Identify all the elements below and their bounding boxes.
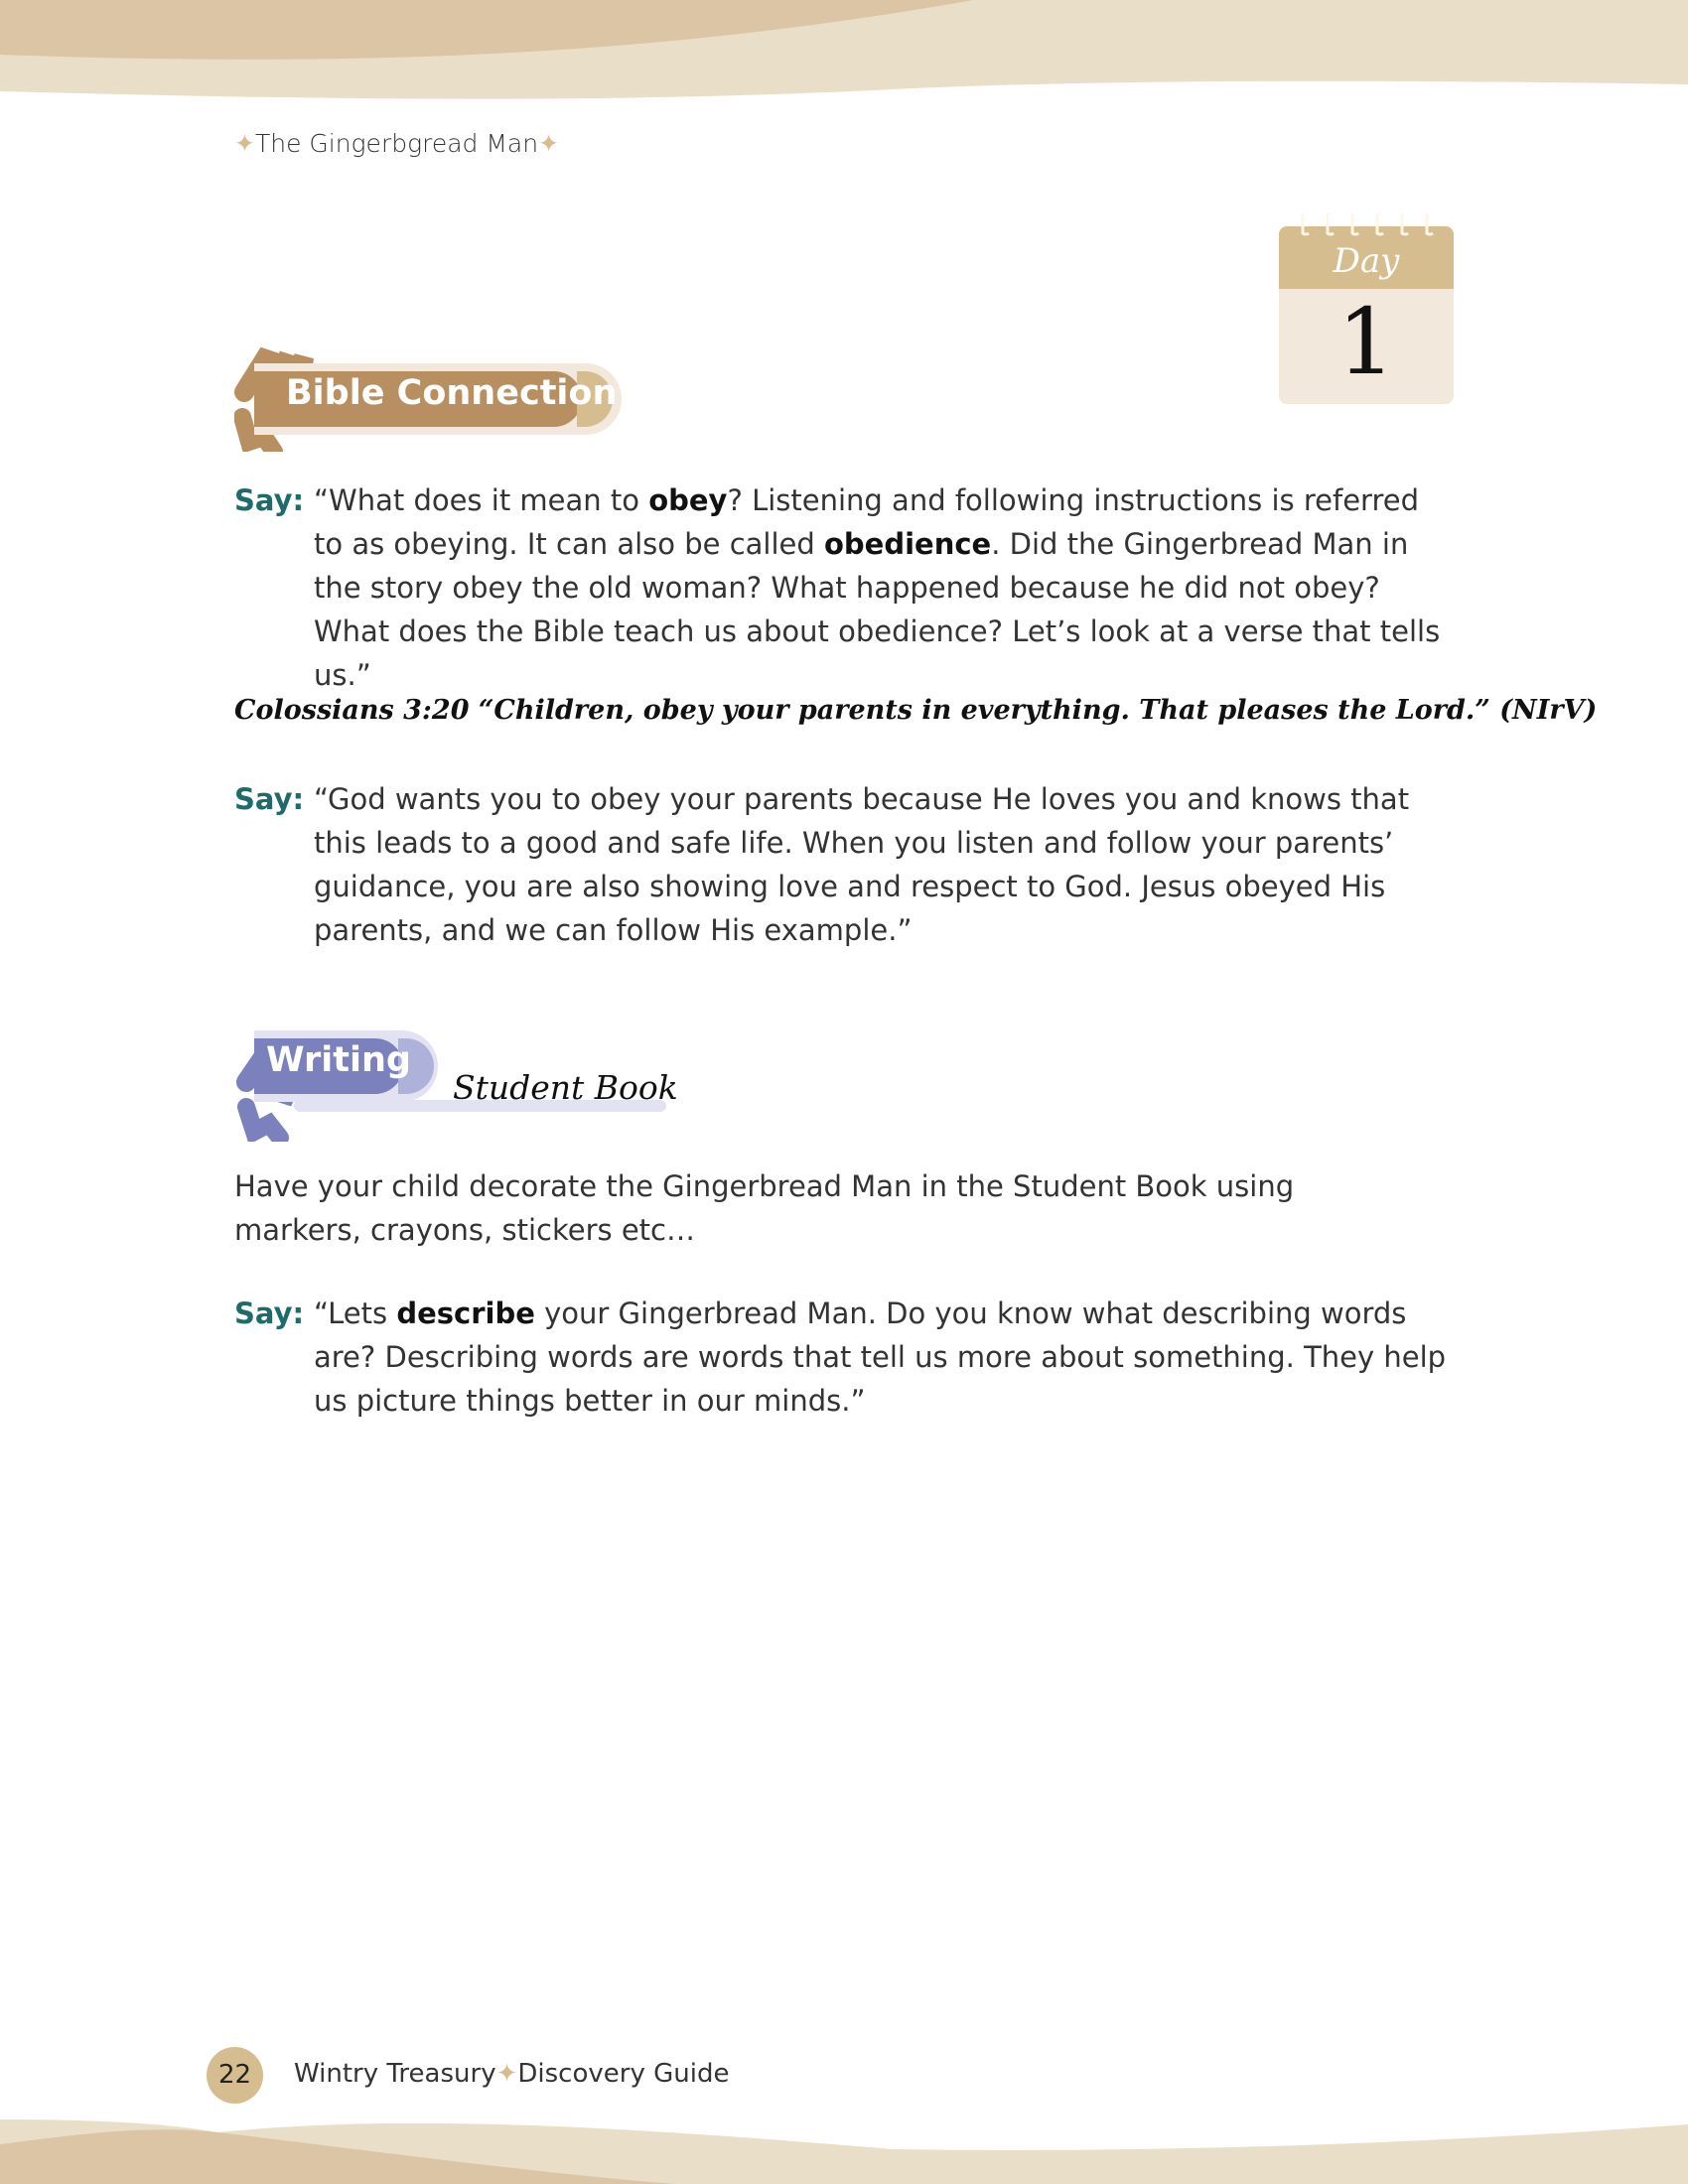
section-subtitle: Student Book — [453, 1068, 678, 1107]
say-paragraph-3: Say: “Lets describe your Gingerbread Man. Do you know what describing words are? Describing words are words that tell us more about something. They help us picture things better in our minds.” — [234, 1292, 1456, 1423]
say-paragraph-1: Say: “What does it mean to obey? Listening and following instructions is referred to as obeying. It can also be called obedience. Did the Gingerbread Man in the story obey the old woman? What happened because he did not obey? What does the Bible teach us about obedience? Let’s look at a verse that tells us.” — [234, 478, 1456, 697]
say-label: Say: — [234, 483, 305, 517]
sparkle-icon: ✦ — [495, 2059, 518, 2089]
section-title: Writing — [266, 1040, 411, 1080]
bible-verse: Colossians 3:20 “Children, obey your parents in everything. That pleases the Lord.” (NIrV) — [234, 695, 1598, 726]
day-calendar-badge — [1279, 211, 1454, 404]
day-label: Day — [1333, 241, 1400, 281]
sparkle-icon: ✦ — [538, 129, 560, 158]
page-number: 22 — [207, 2047, 263, 2104]
say-label: Say: — [234, 782, 305, 816]
bottom-wave-decoration — [0, 2095, 1688, 2184]
running-title-text: The Gingerbgread Man — [254, 129, 539, 158]
footer-title: Wintry Treasury✦Discovery Guide — [294, 2059, 730, 2089]
say-paragraph-2: Say: “God wants you to obey your parents because He loves you and knows that this leads to a good and safe life. When you listen and follow your parents’ guidance, you are also showing love and respect to God. Jesus obeyed His parents, and we can follow His example.” — [234, 777, 1456, 952]
top-wave-decoration — [0, 0, 1688, 109]
section-title: Bible Connection — [286, 373, 618, 413]
running-title — [234, 129, 559, 158]
say-label: Say: — [234, 1297, 305, 1330]
day-number: 1 — [1336, 289, 1396, 395]
bible-connection-heading — [234, 347, 622, 452]
sparkle-icon: ✦ — [234, 129, 255, 158]
writing-instruction: Have your child decorate the Gingerbread Man in the Student Book using markers, crayons, stickers etc… — [234, 1169, 1295, 1247]
writing-heading — [234, 1032, 678, 1142]
